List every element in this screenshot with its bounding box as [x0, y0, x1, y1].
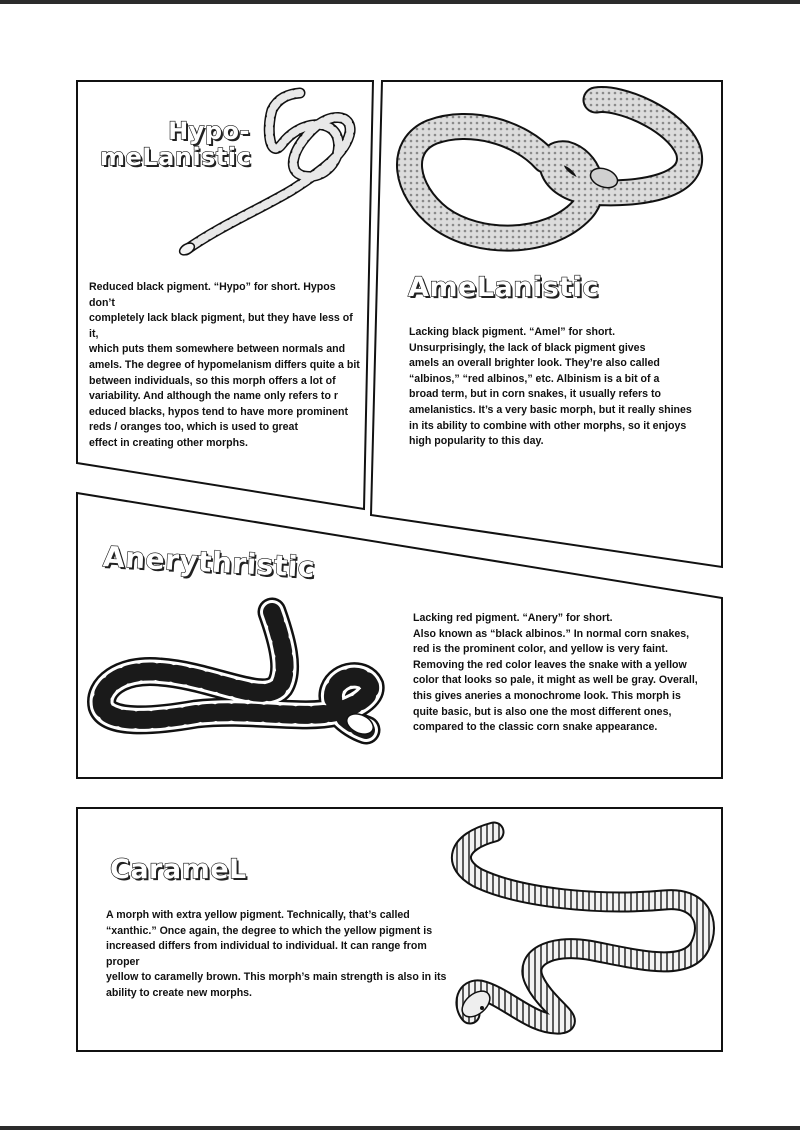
panel-text-anerythristic: Lacking red pigment. “Anery” for short. Also known as “black albinos.” In normal corn snakes, red is the prominent color, and yellow is very faint. Removing the red color leaves the snake with a yellow color that looks so pale, it might as well be gray. Overall, this gives aneries a monochrome look. This morph is quite basic, but is also one the most different ones, compared to the classic corn snake appearance.: [413, 612, 698, 734]
panel-title-caramel: CarameL: [110, 854, 247, 885]
panel-title-amelanistic: AmeLanistic: [408, 272, 599, 303]
panel-text-hypomelanistic: Reduced black pigment. “Hypo” for short. Hypos don’t completely lack black pigment, but they have less of it, which puts them somewhere between normals and amels. The degree of hypomelanism differs quite a bit between individuals, so this morph offers a lot of variability. And although the name only refers to r educed blacks, hypos tend to have more prominent reds / oranges too, which is used to great effect in creating other morphs.: [89, 281, 360, 449]
panel-text-caramel: A morph with extra yellow pigment. Technically, that’s called “xanthic.” Once again, the degree to which the yellow pigment is increased differs from individual to individual. It can range from proper yellow to caramelly brown. This morph’s main strength is also in its ability to create new morphs.: [106, 909, 447, 999]
bottom-border: [0, 1126, 800, 1130]
panel-title-anerythristic: Anerythristic: [102, 540, 316, 585]
panel-title-hypomelanistic: Hypo- meLanistic: [100, 117, 252, 171]
panel-text-amelanistic: Lacking black pigment. “Amel” for short. Unsurprisingly, the lack of black pigment gives amels an overall brighter look. They’re also called “albinos,” “red albinos,” etc. Albinism is a bit of a broad term, but in corn snakes, it usually refers to amelanistics. It’s a very basic morph, but it really shines in its ability to combine with other morphs, so it enjoys high popularity to this day.: [409, 326, 692, 448]
